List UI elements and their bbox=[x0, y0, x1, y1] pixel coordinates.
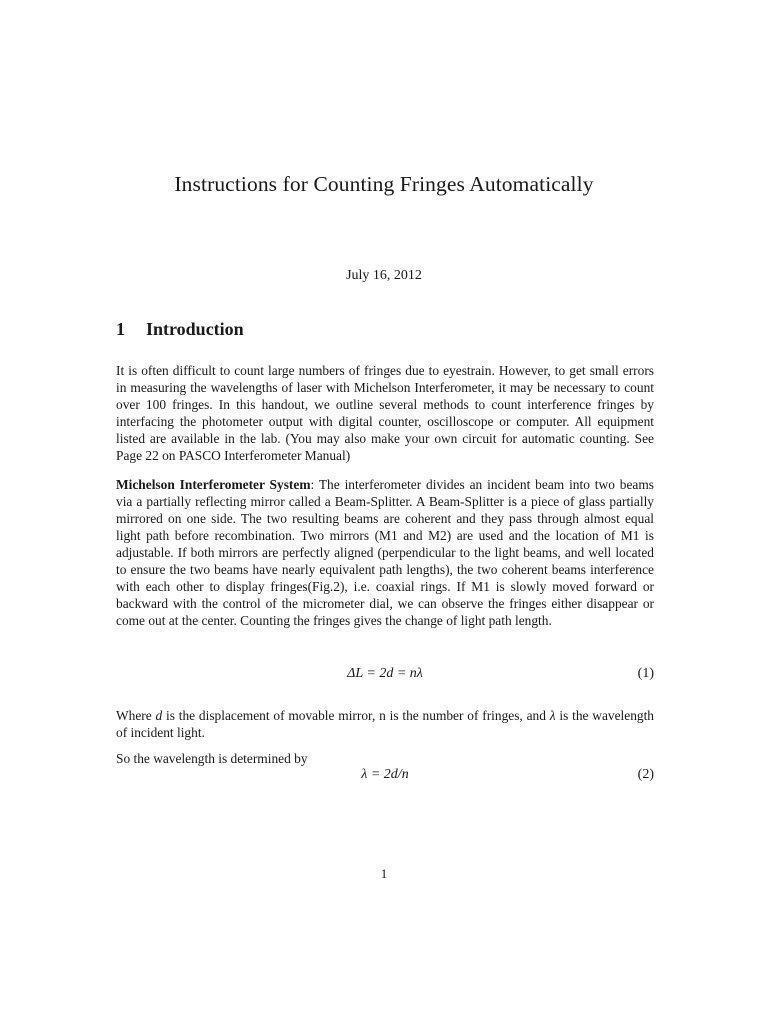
equation-1 bbox=[116, 666, 654, 686]
page-number: 1 bbox=[380, 866, 388, 881]
text-part: Where bbox=[116, 708, 156, 723]
text-part: is the displacement of movable mirror, n is the number of fringes, and bbox=[162, 708, 550, 723]
var-lambda: λ bbox=[549, 708, 556, 723]
equation-1-tag: (1) bbox=[637, 666, 654, 681]
paragraph-michelson bbox=[116, 476, 654, 629]
section-heading bbox=[116, 319, 244, 340]
text-part: is the wavelength of incident light. bbox=[116, 708, 655, 740]
equation-2-expression: λ = 2d/n bbox=[361, 767, 409, 782]
equation-2-tag: (2) bbox=[637, 767, 654, 782]
paragraph-lead: Michelson Interferometer System bbox=[116, 477, 311, 492]
section-number: 1 bbox=[116, 319, 125, 339]
document-title: Instructions for Counting Fringes Automatically bbox=[174, 172, 594, 196]
paragraph-wavelength: So the wavelength is determined by bbox=[116, 751, 308, 766]
paragraph-where bbox=[116, 707, 654, 741]
equation-1-expression: ΔL = 2d = nλ bbox=[347, 666, 423, 681]
section-title: Introduction bbox=[146, 319, 244, 339]
paragraph-body: : The interferometer divides an incident beam into two beams via a partially reflecting mirror called a Beam-Splitter. A Beam-Splitter is a piece of glass partially mirrored on one side. The two resulting beams are coherent and they pass through almost equal light path before recombination. Two mirrors (M1 and M2) are used and the location of M1 is adjustable. If both mirrors are perfectly aligned (perpendicular to the light beams, and well located to ensure the two beams have nearly equivalent path lengths), the two coherent beams interference with each other to display fringes(Fig.2), i.e. coaxial rings. If M1 is slowly moved forward or backward with the control of the micrometer dial, we can observe the fringes either disappear or come out at the center. Counting the fringes gives the change of light path length. bbox=[116, 477, 654, 628]
paragraph-intro: It is often difficult to count large numbers of fringes due to eyestrain. However, to get small errors in measuring the wavelengths of laser with Michelson Interferometer, it may be necessary to count over 100 fringes. In this handout, we outline several methods to count interference fringes by interfacing the photometer output with digital counter, oscilloscope or computer. All equipment listed are available in the lab. (You may also make your own circuit for automatic counting. See Page 22 on PASCO Interferometer Manual) bbox=[116, 363, 654, 463]
var-d: d bbox=[155, 708, 163, 723]
document-date: July 16, 2012 bbox=[346, 268, 422, 283]
equation-2 bbox=[116, 767, 654, 787]
